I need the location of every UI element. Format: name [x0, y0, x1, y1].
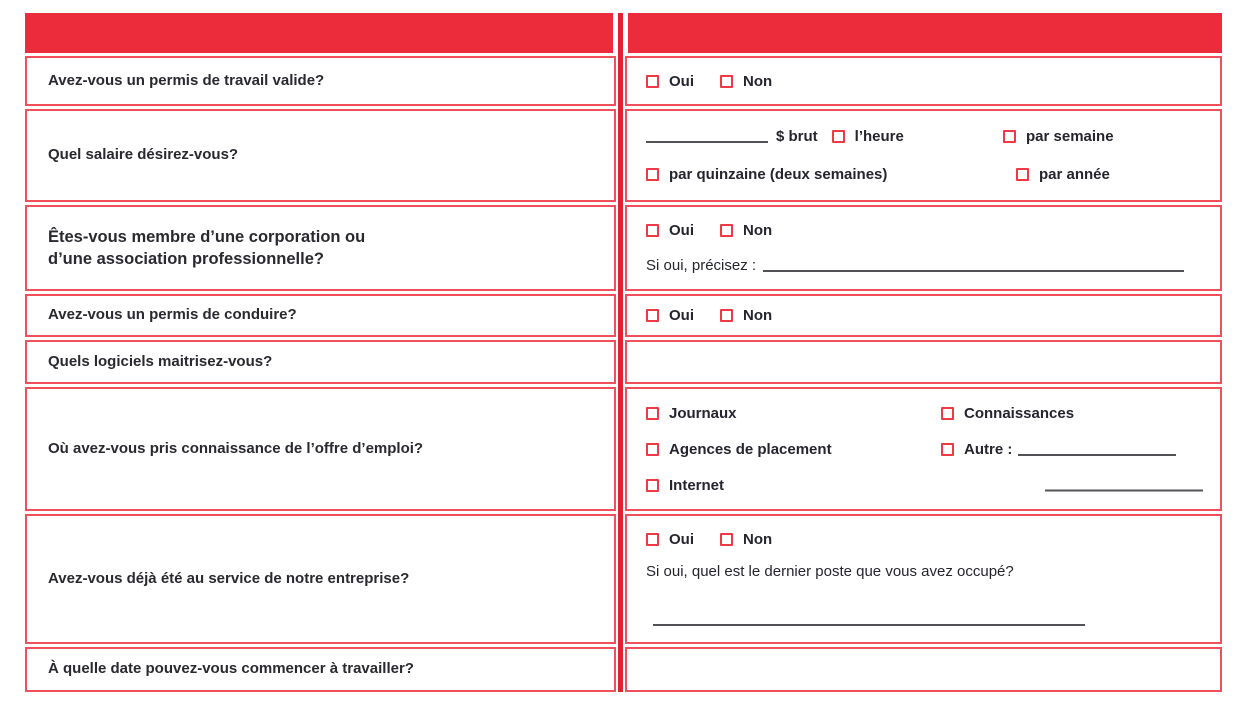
previous-employment-if-yes-label: Si oui, quel est le dernier poste que vous avez occupé?	[646, 562, 1014, 580]
association-if-yes-label: Si oui, précisez :	[646, 257, 757, 274]
job-source-internet-checkbox[interactable]	[646, 479, 659, 492]
question-software: Quels logiciels maitrisez-vous?	[25, 340, 616, 384]
previous-employment-oui-checkbox[interactable]	[646, 533, 659, 546]
question-work-permit: Avez-vous un permis de travail valide?	[25, 56, 616, 106]
answer-association	[625, 205, 1222, 291]
job-source-internet-label: Internet	[669, 476, 725, 494]
association-specify-blank[interactable]	[763, 259, 1184, 272]
job-source-journaux-label: Journaux	[669, 404, 737, 422]
work-permit-oui-checkbox[interactable]	[646, 75, 659, 88]
answer-work-permit	[625, 56, 1222, 106]
answer-previous-employment	[625, 514, 1222, 644]
salary-per-hour-label: l’heure	[854, 128, 904, 145]
salary-per-fortnight-label: par quinzaine (deux semaines)	[669, 166, 888, 183]
question-job-source: Où avez-vous pris connaissance de l’offre d’emploi?	[25, 387, 616, 511]
salary-per-year-checkbox[interactable]	[1016, 168, 1029, 181]
job-source-autre-blank-2[interactable]	[1045, 479, 1203, 492]
job-source-autre-label: Autre :	[964, 440, 1013, 458]
job-source-journaux-checkbox[interactable]	[646, 407, 659, 420]
question-association: Êtes-vous membre d’une corporation ou d’une association professionnelle?	[25, 205, 616, 291]
salary-per-year-label: par année	[1039, 166, 1110, 183]
driving-licence-oui-checkbox[interactable]	[646, 309, 659, 322]
previous-employment-oui-label: Oui	[669, 530, 694, 548]
previous-employment-non-checkbox[interactable]	[720, 533, 733, 546]
question-start-date: À quelle date pouvez-vous commencer à travailler?	[25, 647, 616, 692]
salary-per-fortnight-checkbox[interactable]	[646, 168, 659, 181]
job-source-autre-checkbox[interactable]	[941, 443, 954, 456]
job-source-connaissances-checkbox[interactable]	[941, 407, 954, 420]
previous-employment-blank[interactable]	[653, 613, 1085, 626]
header-right-cell	[628, 13, 1222, 53]
question-driving-licence: Avez-vous un permis de conduire?	[25, 294, 616, 337]
salary-per-week-checkbox[interactable]	[1003, 130, 1016, 143]
work-permit-non-label: Non	[743, 72, 773, 90]
association-non-label: Non	[743, 222, 773, 239]
driving-licence-non-checkbox[interactable]	[720, 309, 733, 322]
association-oui-label: Oui	[669, 222, 694, 239]
application-form-table	[25, 13, 1222, 692]
question-previous-employment: Avez-vous déjà été au service de notre entreprise?	[25, 514, 616, 644]
job-source-agences-label: Agences de placement	[669, 440, 832, 458]
salary-unit-label: $ brut	[776, 128, 818, 145]
driving-licence-oui-label: Oui	[669, 307, 694, 324]
answer-job-source	[625, 387, 1222, 511]
previous-employment-non-label: Non	[743, 530, 773, 548]
driving-licence-non-label: Non	[743, 307, 773, 324]
salary-amount-blank[interactable]	[646, 130, 768, 143]
answer-start-date[interactable]	[625, 647, 1222, 692]
association-non-checkbox[interactable]	[720, 224, 733, 237]
question-salary: Quel salaire désirez-vous?	[25, 109, 616, 202]
answer-driving-licence	[625, 294, 1222, 337]
job-source-autre-blank[interactable]	[1018, 443, 1176, 456]
job-source-agences-checkbox[interactable]	[646, 443, 659, 456]
answer-software[interactable]	[625, 340, 1222, 384]
association-oui-checkbox[interactable]	[646, 224, 659, 237]
job-source-connaissances-label: Connaissances	[964, 404, 1075, 422]
salary-per-week-label: par semaine	[1026, 128, 1114, 145]
work-permit-oui-label: Oui	[669, 72, 694, 90]
work-permit-non-checkbox[interactable]	[720, 75, 733, 88]
header-left-cell	[25, 13, 613, 53]
column-divider	[618, 13, 623, 692]
salary-per-hour-checkbox[interactable]	[832, 130, 845, 143]
answer-salary	[625, 109, 1222, 202]
